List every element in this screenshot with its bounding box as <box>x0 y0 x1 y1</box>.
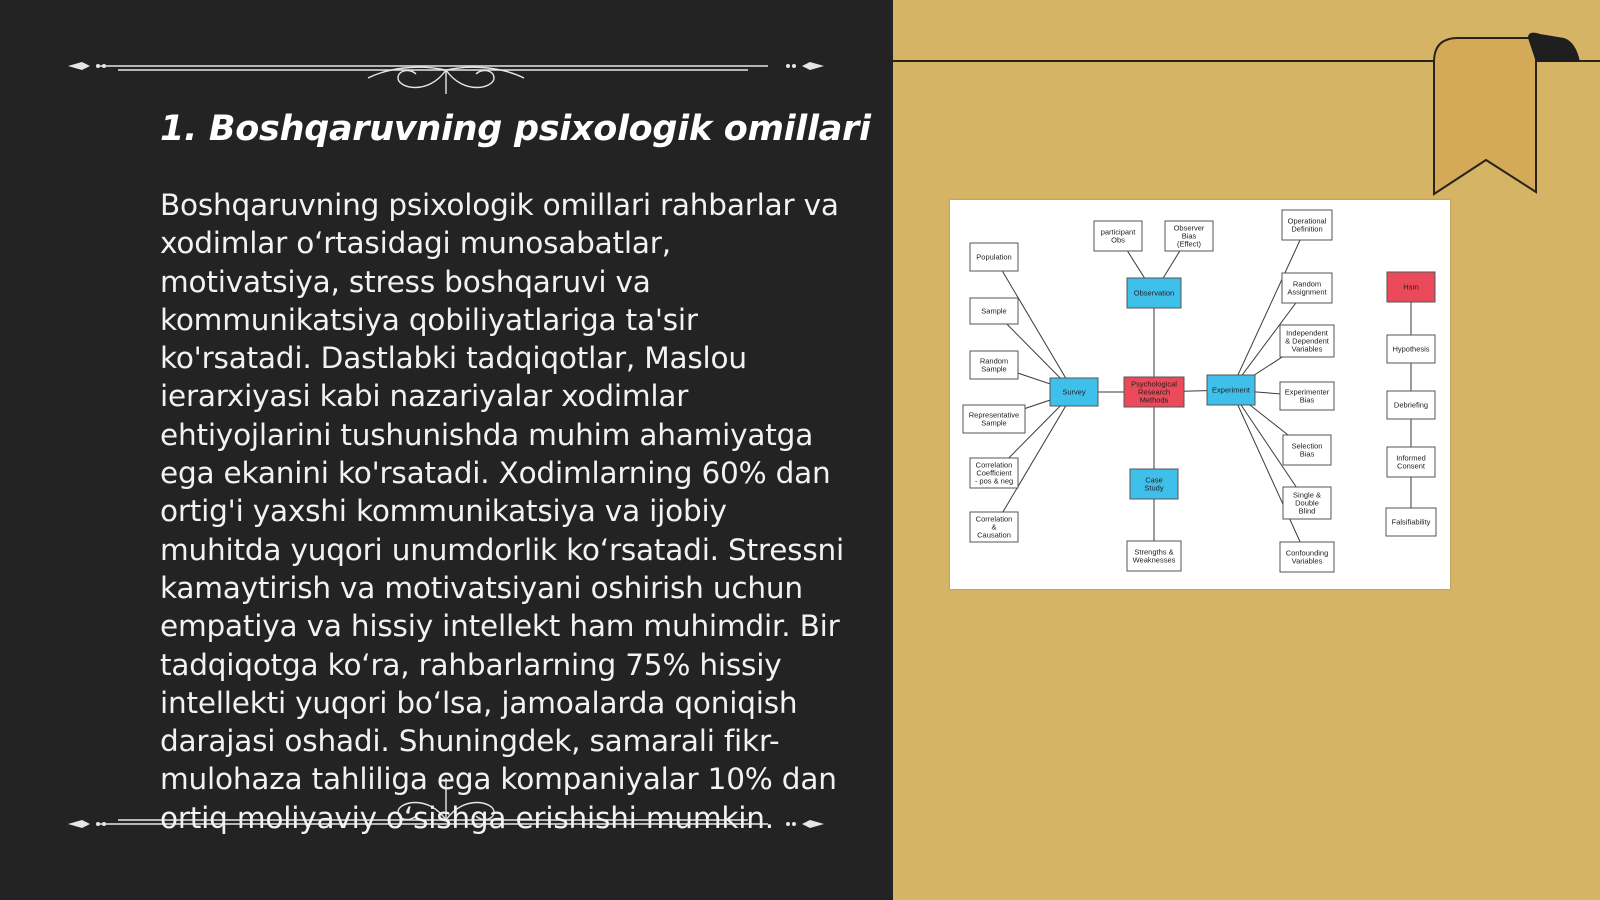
diagram-node-informed-consent <box>1387 447 1435 477</box>
svg-text:Informed: Informed <box>1396 453 1426 463</box>
diagram-node-population <box>970 243 1018 271</box>
svg-text:Coefficient: Coefficient <box>976 468 1012 478</box>
diagram-node-psych-research-methods <box>1124 377 1184 407</box>
svg-text:Bias: Bias <box>1181 231 1197 241</box>
svg-text:Falsifiability: Falsifiability <box>1391 517 1431 527</box>
svg-text:& Dependent: & Dependent <box>1285 336 1329 346</box>
diagram-node-debriefing <box>1387 391 1435 419</box>
top-flourish-ornament <box>68 44 824 94</box>
svg-text:Selection: Selection <box>1291 441 1323 451</box>
svg-text:Random: Random <box>979 356 1009 366</box>
svg-text:participant: participant <box>1100 227 1136 237</box>
diagram-node-participant-obs <box>1094 221 1142 251</box>
svg-text:Representative: Representative <box>968 410 1020 420</box>
svg-text:Independent: Independent <box>1286 328 1328 338</box>
svg-text:Operational: Operational <box>1287 216 1327 226</box>
diagram-node-correlation-causation <box>970 512 1018 542</box>
diagram-node-correlation-coefficient <box>970 458 1018 488</box>
diagram-node-case-study <box>1130 469 1178 499</box>
svg-text:Variables: Variables <box>1291 344 1323 354</box>
diagram-node-representative-sample <box>963 405 1025 433</box>
svg-text:Observation: Observation <box>1133 288 1175 298</box>
diagram-node-strengths-weaknesses <box>1127 541 1181 571</box>
svg-text:Strengths &: Strengths & <box>1134 547 1174 557</box>
svg-text:Survey: Survey <box>1062 387 1086 397</box>
svg-text:Hypothesis: Hypothesis <box>1392 344 1430 354</box>
svg-text:(Effect): (Effect) <box>1176 239 1202 249</box>
svg-text:Observer: Observer <box>1173 223 1205 233</box>
svg-text:Psychological: Psychological <box>1131 379 1177 389</box>
svg-text:Bias: Bias <box>1299 449 1315 459</box>
svg-text:Weaknesses: Weaknesses <box>1132 555 1176 565</box>
diagram-node-falsifiability <box>1386 508 1436 536</box>
svg-text:Double: Double <box>1295 498 1319 508</box>
svg-text:Experimenter: Experimenter <box>1284 387 1330 397</box>
svg-text:- pos & neg: - pos & neg <box>974 476 1014 486</box>
svg-text:Single &: Single & <box>1293 490 1321 500</box>
research-methods-diagram <box>950 200 1450 589</box>
svg-text:Obs: Obs <box>1111 235 1125 245</box>
svg-text:Assignment: Assignment <box>1287 287 1327 297</box>
svg-text:&: & <box>991 522 997 532</box>
svg-text:Case: Case <box>1145 475 1163 485</box>
svg-text:Correlation: Correlation <box>975 514 1013 524</box>
diagram-node-experimenter-bias <box>1280 382 1334 410</box>
svg-text:Debriefing: Debriefing <box>1393 400 1429 410</box>
diagram-node-survey <box>1050 378 1098 406</box>
diagram-node-blind <box>1283 487 1331 519</box>
diagram-edge <box>1231 390 1307 557</box>
svg-text:Sample: Sample <box>981 306 1007 316</box>
diagram-node-confounding-variables <box>1280 542 1334 572</box>
svg-text:Bias: Bias <box>1299 395 1315 405</box>
svg-text:Definition: Definition <box>1291 224 1323 234</box>
diagram-node-hsm <box>1387 272 1435 302</box>
slide-title: 1. Boshqaruvning psixologik omillari <box>160 109 871 149</box>
svg-text:Correlation: Correlation <box>975 460 1013 470</box>
svg-text:Random: Random <box>1292 279 1322 289</box>
diagram-node-selection-bias <box>1283 435 1331 465</box>
svg-text:Research: Research <box>1137 387 1171 397</box>
svg-text:Causation: Causation <box>977 530 1011 540</box>
svg-text:Sample: Sample <box>981 418 1007 428</box>
svg-text:Hsm: Hsm <box>1403 282 1419 292</box>
svg-text:Sample: Sample <box>981 364 1007 374</box>
diagram-node-observation <box>1127 278 1181 308</box>
slide-body-text: Boshqaruvning psixologik omillari rahbarlar va xodimlar o‘rtasidagi munosabatlar, motivatsiya, stress boshqaruvi va kommunikatsiya qobiliyatlariga ta'sir ko'rsatadi. Dastlabki tadqiqotlar, Maslou ierarxiyasi kabi nazariyalar xodimlar ehtiyojlarini tushunishda muhim ahamiyatga ega ekanini ko'rsatadi. Xodimlarning 60% dan ortig'i yaxshi kommunikatsiya va ijobiy muhitda yuqori unumdorlik ko‘rsatadi. Stressni kamaytirish va motivatsiyani oshirish uchun empatiya va hissiy intellekt ham muhimdir. Bir tadqiqotga ko‘ra, rahbarlarning 75% hissiy intellekti yuqori bo‘lsa, jamoalarda qoniqish darajasi oshadi. Shuningdek, samarali fikr-mulohaza tahliliga ega kompaniyalar 10% dan ortiq moliyaviy o‘sishga erishishi mumkin. <box>160 188 844 835</box>
diagram-node-random-sample <box>970 351 1018 379</box>
svg-text:Methods: Methods <box>1139 395 1169 405</box>
diagram-node-random-assignment <box>1282 273 1332 303</box>
diagram-node-operational-definition <box>1282 210 1332 240</box>
diagram-node-variables <box>1280 325 1334 357</box>
diagram-node-observer-bias <box>1165 221 1213 251</box>
svg-text:Population: Population <box>976 252 1012 262</box>
svg-text:Blind: Blind <box>1298 506 1316 516</box>
svg-text:Confounding: Confounding <box>1285 548 1329 558</box>
diagram-node-hypothesis <box>1387 335 1435 363</box>
svg-text:Study: Study <box>1144 483 1164 493</box>
diagram-node-experiment <box>1207 375 1255 405</box>
bookmark-ribbon-icon <box>1428 32 1600 202</box>
diagram-node-sample <box>970 298 1018 324</box>
svg-text:Experiment: Experiment <box>1212 385 1250 395</box>
svg-text:Consent: Consent <box>1397 461 1425 471</box>
svg-text:Variables: Variables <box>1291 556 1323 566</box>
